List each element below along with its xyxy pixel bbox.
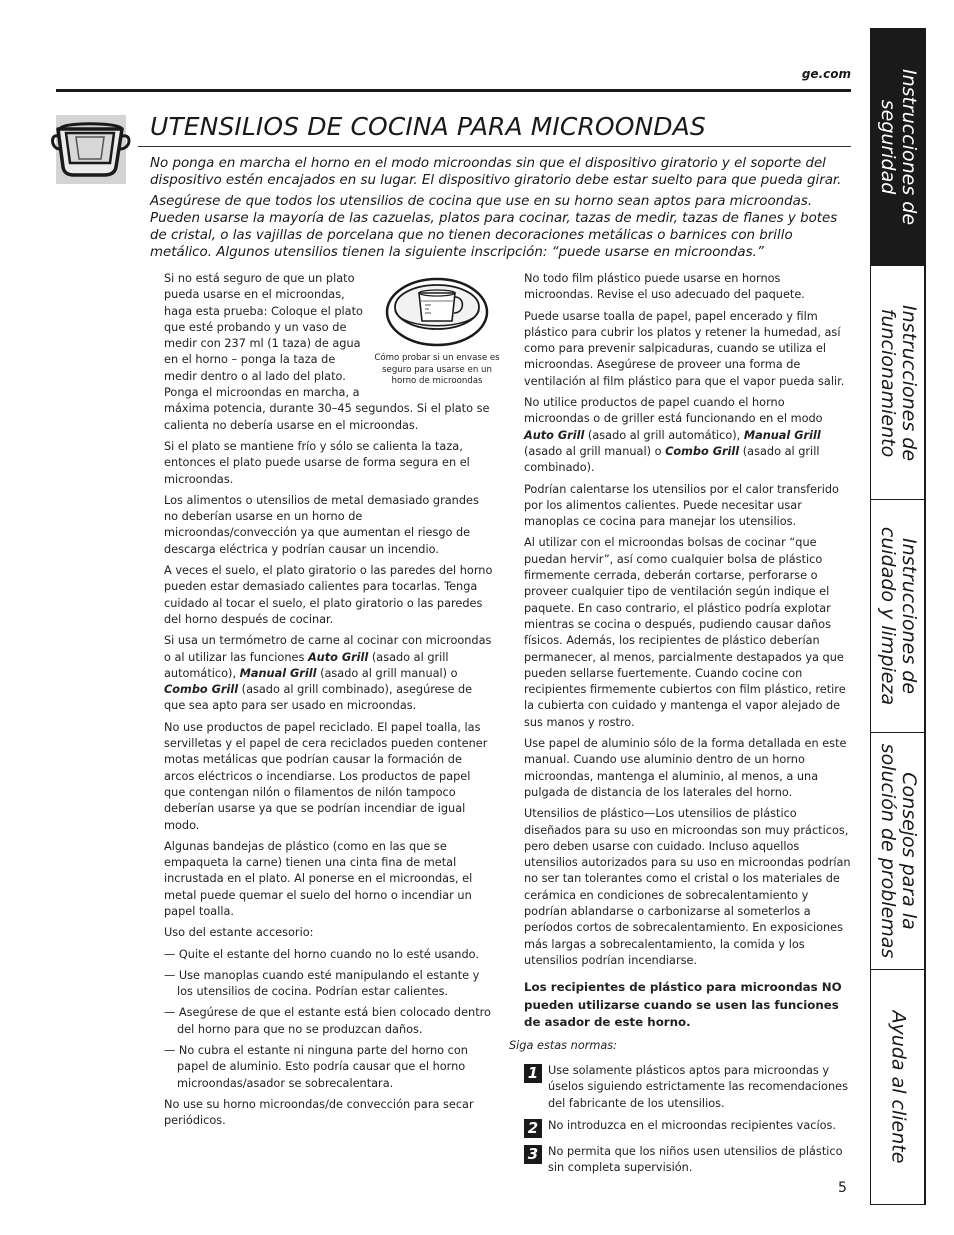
side-tabs	[870, 28, 926, 1205]
rule-item	[524, 1063, 852, 1112]
right-paragraph-4: Podrían calentarse los utensilios por el calor transferido por los alimentos calientes. Puede necesitar usar manoplas ce cocina para manejar los utensilios.	[524, 482, 839, 529]
tab-label: Instrucciones de funcionamiento	[877, 304, 920, 461]
left-paragraph-9: No use su horno microondas/de convección para secar periódicos.	[164, 1097, 474, 1128]
cookware-dish-icon	[46, 115, 136, 184]
title-rule	[138, 146, 851, 147]
rule-text: Use solamente plásticos aptos para microondas y úselos siguiendo estrictamente las recomendaciones del fabricante de los utensilios.	[548, 1063, 848, 1110]
tab-safety-instructions[interactable]	[871, 29, 925, 266]
right-paragraph-6: Use papel de aluminio sólo de la forma detallada en este manual. Cuando use aluminio dentro de un horno microondas, mantenga el aluminio, al menos, a una pulgada de distancia de los laterales del horno.	[524, 737, 847, 799]
page-title: UTENSILIOS DE COCINA PARA MICROONDAS	[150, 112, 706, 141]
right-paragraph-2: Puede usarse toalla de papel, papel encerado y film plástico para cubrir los platos y retener la humedad, así como para prevenir salpicaduras, cuando se utiliza el microondas. Asegúrese de proveer una forma de ventilación al film plástico para que el vapor pueda salir.	[524, 309, 845, 388]
top-rule	[56, 89, 851, 92]
tab-label: Instrucciones de seguridad	[877, 68, 920, 226]
rule-item	[524, 1118, 852, 1138]
tab-operating-instructions[interactable]	[871, 266, 925, 500]
left-paragraph-6: No use productos de papel reciclado. El papel toalla, las servilletas y el papel de cera reciclados pueden contener motas metálicas que podrían causar la formación de arcos eléctricos o incendiarse. Los productos de papel que contengan nilón o filamentos de nilón tampoco deberían usarse ya que se podrían incendiar de igual modo.	[164, 720, 488, 832]
tab-care-and-cleaning[interactable]	[871, 500, 925, 733]
rule-text: No introduzca en el microondas recipientes vacíos.	[548, 1118, 836, 1132]
dash-item: — Asegúrese de que el estante está bien colocado dentro del horno para que no se produzcan daños.	[164, 1006, 491, 1036]
left-paragraph-2: Si el plato se mantiene frío y sólo se calienta la taza, entonces el plato puede usarse de forma segura en el microondas.	[164, 439, 470, 486]
left-column	[164, 271, 500, 1135]
dash-item: — Use manoplas cuando esté manipulando el estante y los utensilios de cocina. Podrían estar calientes.	[164, 968, 480, 999]
intro-paragraph-1: No ponga en marcha el horno en el modo microondas sin que el dispositivo giratorio y el soporte del dispositivo estén encajados en su lugar. El dispositivo giratorio debe estar suelto para que pueda girar.	[150, 156, 842, 188]
test-figure	[372, 277, 502, 388]
left-paragraph-8: Uso del estante accesorio:	[164, 926, 314, 940]
rule-item	[524, 1144, 852, 1177]
right-paragraph-3: No utilice productos de papel cuando el horno microondas o de griller está funcionando en el modo Auto Grill (asado al grill automático), Manual Grill (asado al grill manual) o Combo Grill (asado al grill combinado).	[524, 396, 823, 475]
right-paragraph-1: No todo film plástico puede usarse en hornos microondas. Revise el uso adecuado del paquete.	[524, 272, 805, 302]
right-paragraph-7: Utensilios de plástico—Los utensilios de plástico diseñados para su uso en microondas son muy prácticos, pero deben usarse con cuidado. Incluso aquellos utensilios autorizados para su uso en microondas podrían no ser tan tolerantes como el cristal o los materiales de cerámica en condiciones de sobrecalentamiento y podrían ablandarse o carbonizarse al someterlos a períodos cortos de sobrecalentamiento. En exposiciones más largas a sobrecalentamiento, la comida y los utensilios podrían incendiarse.	[524, 807, 851, 967]
tab-label: Consejos para la solución de problemas	[877, 743, 920, 959]
intro-paragraph-2: Asegúrese de que todos los utensilios de cocina que use en su horno sean aptos para microondas. Pueden usarse la mayoría de las cazuelas, platos para cocinar, tazas de medir, tazas de flanes y botes de cristal, o las vajillas de porcelana que no tienen decoraciones metálicas o barnices con brillo metálico. Algunos utensilios tienen la siguiente inscripción: “puede usarse en microondas.”	[150, 194, 838, 260]
dash-item: — Quite el estante del horno cuando no lo esté usando.	[164, 947, 479, 961]
left-paragraph-4: A veces el suelo, el plato giratorio o las paredes del horno pueden estar demasiado calientes para tocarlas. Tenga cuidado al tocar el suelo, el plato giratorio o las paredes del horno después de cocinar.	[164, 564, 493, 626]
tab-label: Instrucciones de cuidado y limpieza	[877, 526, 920, 706]
rule-number: 3	[524, 1145, 542, 1164]
left-paragraph-3: Los alimentos o utensilios de metal demasiado grandes no deberían usarse en un horno de microondas/convección ya que aumentan el riesgo de descarga eléctrica y podrían causar un incendio.	[164, 493, 479, 556]
tab-troubleshooting-tips[interactable]	[871, 733, 925, 970]
cookware-icon-box	[56, 115, 126, 184]
left-paragraph-1: Si no está seguro de que un plato pueda usarse en el microondas, haga esta prueba: Coloque el plato que esté probando y un vaso de medir con 237 ml (1 taza) de agua en el horno – ponga la taza de medir dentro o al lado del plato. Ponga el microondas en marcha, a máxima potencia, durante 30–45 segundos. Si el plato se calienta no debería usarse en el microondas.	[164, 272, 490, 432]
left-paragraph-7: Algunas bandejas de plástico (como en las que se empaqueta la carne) tienen una cinta fina de metal incrustada en el plato. Al ponerse en el microondas, el metal puede quemar el suelo del horno o incendiar un papel toalla.	[164, 839, 473, 918]
right-column	[509, 271, 852, 1182]
dash-item: — No cubra el estante ni ninguna parte del horno con papel de aluminio. Esto podría causar que el horno microondas/asador se sobrecalentara.	[164, 1044, 468, 1090]
right-paragraph-5: Al utilizar con el microondas bolsas de cocinar “que puedan hervir”, así como cualquier bolsa de plástico firmemente cerrada, deberán cortarse, perforarse o proveer cualquier tipo de ventilación según indique el paquete. En caso contrario, el plástico podría explotar mientras se cocina o después, pudiendo causar daños físicos. Además, los recipientes de plástico deberían permanecer, al menos, parcialmente destapados ya que pueden sellarse fuertemente. Cuando cocine con recipientes firmemente cubiertos con film plástico, retire la cubierta con cuidado y mantenga el vapor alejado de sus manos y rostro.	[524, 536, 846, 729]
tab-label: Ayuda al cliente	[887, 1010, 910, 1164]
rule-number: 1	[524, 1064, 542, 1083]
bowl-and-cup-illustration	[385, 277, 489, 347]
rule-number: 2	[524, 1119, 542, 1138]
figure-caption: Cómo probar si un envase es seguro para usarse en un horno de microondas	[374, 353, 500, 386]
page-number: 5	[838, 1180, 847, 1196]
left-paragraph-5: Si usa un termómetro de carne al cocinar con microondas o al utilizar las funciones Auto Grill (asado al grill automático), Manual Grill (asado al grill manual) o Combo Grill (asado al grill combinado), asegúrese de que sea apto para ser usado en microondas.	[164, 634, 492, 713]
rules-intro: Siga estas normas:	[509, 1038, 617, 1052]
site-url[interactable]: ge.com	[801, 67, 851, 81]
tab-customer-help[interactable]	[871, 970, 925, 1204]
plastic-warning: Los recipientes de plástico para microondas NO pueden utilizarse cuando se usen las funciones de asador de este horno.	[524, 980, 842, 1030]
rule-text: No permita que los niños usen utensilios de plástico sin completa supervisión.	[548, 1144, 843, 1175]
